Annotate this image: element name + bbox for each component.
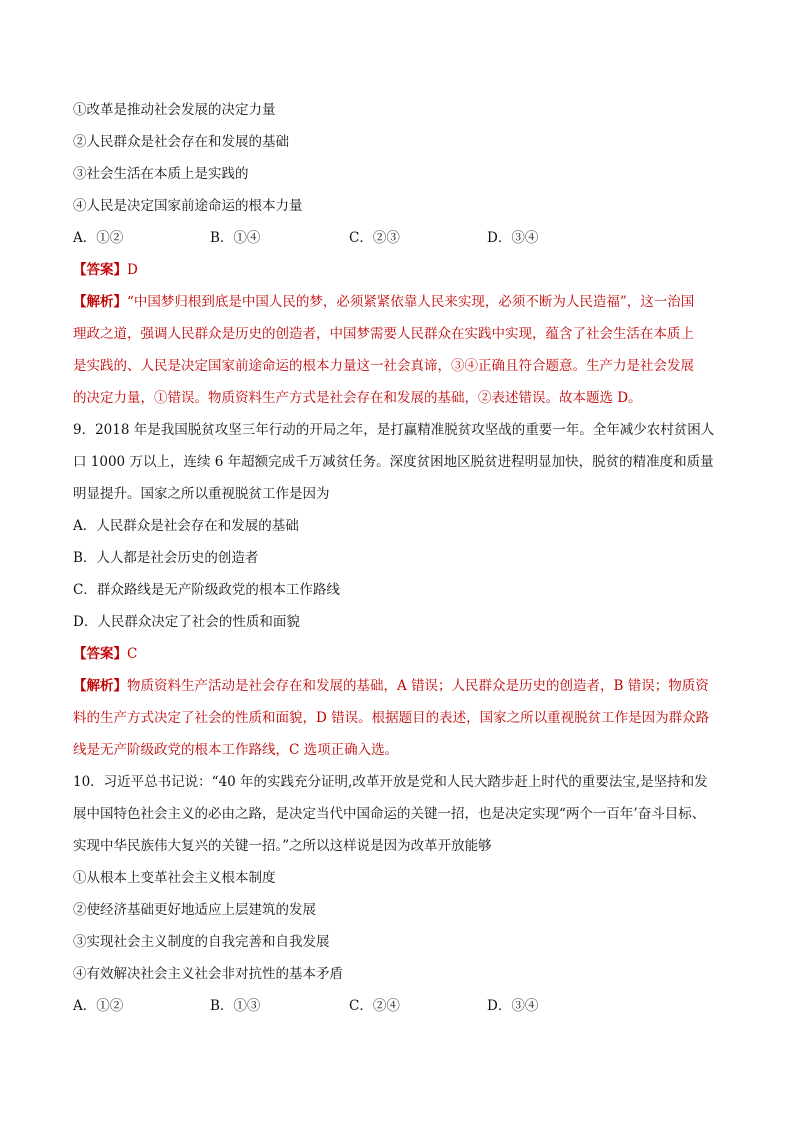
q8-option-b: B．①④ (210, 230, 261, 246)
q10-stem-line-1: 10．习近平总书记说：“40 年的实践充分证明,改革开放是党和人民大踏步赶上时代的重要法宝,是坚持和发 (73, 774, 708, 790)
q10-item-1: ①从根本上变革社会主义根本制度 (73, 870, 276, 886)
q9-option-a: A．人民群众是社会存在和发展的基础 (73, 518, 299, 534)
q8-answer (73, 261, 138, 279)
analysis-tag: 【解析】 (73, 678, 127, 694)
q9-analysis-line-3: 线是无产阶级政党的根本工作路线，C 选项正确入选。 (73, 742, 399, 758)
answer-value: C (127, 646, 138, 662)
analysis-text: “中国梦归根到底是中国人民的梦，必须紧紧依靠人民来实现，必须不断为人民造福”，这一治国 (127, 294, 695, 310)
analysis-text: 物质资料生产活动是社会存在和发展的基础，A 错误；人民群众是历史的创造者，B 错误；物质资 (127, 678, 709, 694)
q10-stem-line-3: 实现中华民族伟大复兴的关键一招。”之所以这样说是因为改革开放能够 (73, 838, 492, 854)
q9-stem-line-3: 明显提升。国家之所以重视脱贫工作是因为 (73, 486, 330, 502)
q8-item-4: ④人民是决定国家前途命运的根本力量 (73, 198, 303, 214)
q8-item-3: ③社会生活在本质上是实践的 (73, 166, 249, 182)
q10-option-a: A．①② (73, 998, 124, 1014)
q10-item-3: ③实现社会主义制度的自我完善和自我发展 (73, 934, 330, 950)
q8-option-d: D．③④ (487, 230, 539, 246)
q10-option-c: C．②④ (349, 998, 400, 1014)
q8-option-c: C．②③ (349, 230, 400, 246)
answer-tag: 【答案】 (73, 646, 127, 662)
q9-analysis-line-1 (73, 677, 709, 695)
q8-analysis-line-1 (73, 293, 694, 311)
q9-stem-line-2: 口 1000 万以上，连续 6 年超额完成千万减贫任务。深度贫困地区脱贫进程明显加快，脱贫的精准度和质量 (73, 454, 714, 470)
q8-item-1: ①改革是推动社会发展的决定力量 (73, 102, 276, 118)
answer-value: D (127, 262, 138, 278)
q10-option-b: B．①③ (210, 998, 261, 1014)
q10-item-2: ②使经济基础更好地适应上层建筑的发展 (73, 902, 316, 918)
q9-answer (73, 645, 137, 663)
q9-option-d: D．人民群众决定了社会的性质和面貌 (73, 614, 300, 630)
q10-stem-line-2: 展中国特色社会主义的必由之路，是决定当代中国命运的关键一招，也是决定实现“两个一百年’奋斗目标、 (73, 806, 706, 822)
q9-stem-line-1: 9．2018 年是我国脱贫攻坚三年行动的开局之年，是打赢精准脱贫攻坚战的重要一年。全年减少农村贫困人 (73, 422, 715, 438)
q8-analysis-line-3: 是实践的、人民是决定国家前途命运的根本力量这一社会真谛，③④正确且符合题意。生产力是社会发展 (73, 358, 694, 374)
q8-option-a: A．①② (73, 230, 124, 246)
q10-option-d: D．③④ (487, 998, 539, 1014)
answer-tag: 【答案】 (73, 262, 127, 278)
q8-analysis-line-4: 的决定力量，①错误。物质资料生产方式是社会存在和发展的基础，②表述错误。故本题选 D。 (73, 390, 642, 406)
q8-analysis-line-2: 理政之道，强调人民群众是历史的创造者，中国梦需要人民群众在实践中实现，蕴含了社会生活在本质上 (73, 326, 694, 342)
q10-item-4: ④有效解决社会主义社会非对抗性的基本矛盾 (73, 966, 343, 982)
q8-item-2: ②人民群众是社会存在和发展的基础 (73, 134, 289, 150)
q9-analysis-line-2: 料的生产方式决定了社会的性质和面貌，D 错误。根据题目的表述，国家之所以重视脱贫工作是因为群众路 (73, 710, 710, 726)
q9-option-b: B．人人都是社会历史的创造者 (73, 550, 259, 566)
q9-option-c: C．群众路线是无产阶级政党的根本工作路线 (73, 582, 340, 598)
analysis-tag: 【解析】 (73, 294, 127, 310)
